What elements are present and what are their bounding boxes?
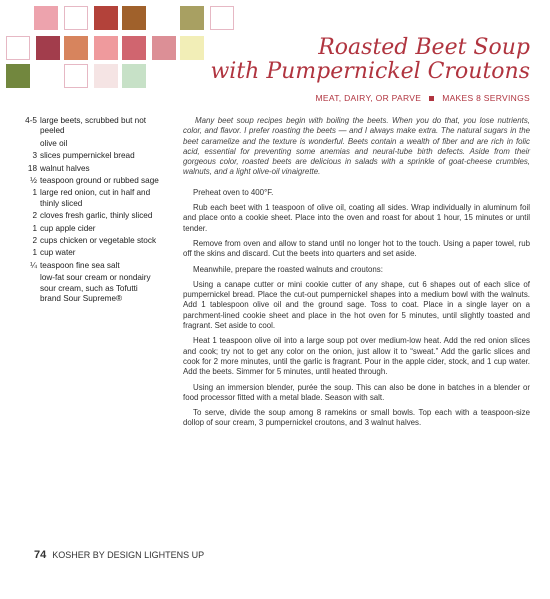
recipe-title-line-1: Roasted Beet Soup [318,35,530,60]
color-swatch [64,6,88,30]
ingredient-quantity: 2 [32,236,37,246]
color-swatch [64,36,88,60]
ingredient-quantity: ¼ [30,260,37,270]
book-title: KOSHER BY DESIGN LIGHTENS UP [52,550,205,560]
ingredient-item [20,248,160,258]
color-swatch [94,64,118,88]
color-swatch [64,64,88,88]
recipe-step: Rub each beet with 1 teaspoon of olive oil, coating all sides. Wrap individually in aluminum foil and place onto a cookie sheet. Place into the oven and roast for about 1 hour, 15 minutes or until tender. [183,203,530,233]
ingredient-quantity: 1 [32,248,37,258]
ingredient-text: low-fat sour cream or nondairy sour cream, such as Tofutti brand Sour Supreme® [40,273,151,304]
ingredient-text: cup apple cider [40,223,96,233]
page-number: 74 [34,549,47,561]
ingredient-quantity: ½ [30,176,37,186]
color-swatch [94,36,118,60]
ingredient-item [20,176,160,186]
ingredient-quantity: 1 [32,188,37,198]
ingredient-text: teaspoon fine sea salt [40,260,120,270]
ingredient-text: cup water [40,248,76,258]
ingredient-item [20,164,160,174]
recipe-body [183,116,530,434]
ingredient-text: cloves fresh garlic, thinly sliced [40,211,153,221]
ingredient-text: slices pumpernickel bread [40,151,135,161]
ingredient-item [20,116,160,137]
ingredient-text: large red onion, cut in half and thinly sliced [40,188,151,208]
recipe-step: Preheat oven to 400°F. [193,187,274,197]
ingredients-list [20,116,160,307]
color-swatch [122,36,146,60]
ingredient-quantity: 3 [32,151,37,161]
ingredient-item [20,273,160,304]
ingredient-item [20,236,160,246]
recipe-title [200,36,530,84]
recipe-servings: MAKES 8 SERVINGS [442,93,530,103]
recipe-step: Using an immersion blender, purée the soup. This can also be done in batches in a blender or food processor fitted with a metal blade. Season with salt. [183,382,530,402]
ingredient-text: large beets, scrubbed but not peeled [40,116,147,136]
ingredient-quantity: 1 [32,223,37,233]
ingredient-item [20,188,160,209]
color-swatch [152,36,176,60]
recipe-category: MEAT, DAIRY, OR PARVE [315,93,422,103]
color-swatch [122,64,146,88]
ingredient-item [20,139,160,149]
ingredient-text: olive oil [40,138,68,148]
ingredient-item [20,211,160,221]
color-swatch [36,36,60,60]
page-footer [34,549,204,561]
ingredient-text: teaspoon ground or rubbed sage [40,176,159,186]
color-swatch [210,6,234,30]
color-swatch [180,6,204,30]
ingredient-item [20,151,160,161]
recipe-title-line-2: with Pumpernickel Croutons [210,59,530,84]
recipe-meta [316,93,530,103]
recipe-step: To serve, divide the soup among 8 ramekins or small bowls. Top each with a teaspoon-size dollop of sour cream, 3 pumpernickel croutons, and 3 walnut halves. [183,408,530,428]
ingredient-quantity: 2 [32,211,37,221]
color-swatch [6,64,30,88]
recipe-step: Remove from oven and allow to stand until no longer hot to the touch. Using a paper towel, rub off the skins and discard. Cut the beets into quarters and set aside. [183,238,530,259]
square-bullet-icon [429,96,434,101]
recipe-step: Using a canape cutter or mini cookie cutter of any shape, cut 6 shapes out of each slice of pumpernickel bread. Place the cut-out pumpernickel shapes into a medium bowl with the walnuts. Add 1 tablespoon olive oil and the ground sage. Toss to coat. Place in a single layer on a parchment-lined cookie sheet and place in the hot oven for 5 minutes, until slightly toasted and fragrant. Set aside to cool. [183,279,530,331]
recipe-intro: Many beet soup recipes begin with boiling the beets. When you do that, you lose nutrients, color, and flavor. I prefer roasting the beets — and I always make extra. The natural sugars in the beet caramelize and the texture is wonderful. Beets contain a wealth of fiber and are rich in folic acid, essential for preventing some anemias and neural-tube birth defects. Aside from their gorgeous color, roasted beets are delicious in salads with a sprinkle of goat-cheese crumbles, walnuts, and a light olive-oil vinaigrette. [183,116,530,177]
ingredient-quantity: 4-5 [25,116,37,125]
color-swatch [94,6,118,30]
ingredient-item [20,261,160,271]
recipe-step: Meanwhile, prepare the roasted walnuts and croutons: [193,264,383,274]
ingredient-text: walnut halves [40,163,90,173]
recipe-steps [183,188,530,429]
recipe-step: Heat 1 teaspoon olive oil into a large soup pot over medium-low heat. Add the red onion slices and cook; try not to get any color on the onion, just allow it to “sweat.” Add the garlic slices and cook for 2 more minutes, until the garlic is fragrant. Pour in the apple cider, stock, and 1 cup water. Add the beets. Simmer for 5 minutes, until heated through. [183,336,530,377]
color-swatch [34,6,58,30]
color-swatch [6,36,30,60]
ingredient-quantity: 18 [27,163,37,173]
ingredient-item [20,224,160,234]
ingredient-text: cups chicken or vegetable stock [40,236,157,246]
color-swatch [122,6,146,30]
